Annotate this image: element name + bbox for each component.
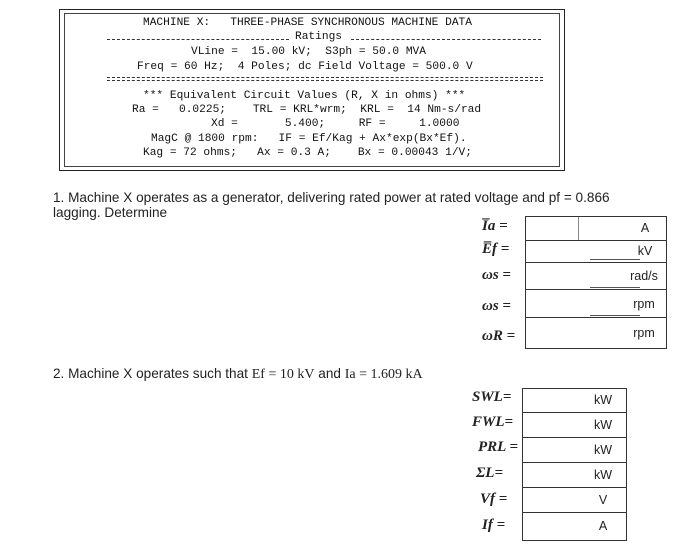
question-2-and: and	[314, 366, 345, 381]
ef-label: E̅f =	[482, 241, 510, 257]
equiv-line-3: MagC @ 1800 rpm: IF = Ef/Kag + Ax*exp(Bx*Ef).	[151, 133, 467, 145]
machine-title: MACHINE X: THREE-PHASE SYNCHRONOUS MACHINE DATA	[143, 17, 472, 29]
if-unit: A	[598, 519, 608, 533]
vf-label: Vf =	[480, 491, 508, 507]
ws-rad-label: ωs =	[482, 267, 511, 283]
ratings-dash-left	[107, 39, 289, 40]
question-2-cond-ia: Ia = 1.609 kA	[344, 367, 423, 382]
sum-loss-answer-box[interactable]	[522, 462, 627, 489]
machine-data-box	[59, 9, 565, 171]
ratings-header: Ratings	[295, 31, 342, 43]
ia-label: I̅a =	[482, 218, 508, 234]
vf-unit: V	[598, 493, 608, 507]
equiv-line-2: Xd = 5.400; RF = 1.0000	[211, 118, 460, 130]
prl-unit: kW	[593, 443, 613, 457]
equiv-line-1: Ra = 0.0225; TRL = KRL*wrm; KRL = 14 Nm-s/rad	[132, 104, 482, 116]
ef-underline	[590, 259, 640, 260]
question-2-cond-ef: Ef = 10 kV	[251, 367, 315, 382]
ws-rad-underline	[590, 287, 640, 288]
vf-answer-box[interactable]	[522, 487, 627, 514]
equiv-line-4: Kag = 72 ohms; Ax = 0.3 A; Bx = 0.00043 1/V;	[143, 147, 472, 159]
swl-answer-box[interactable]	[522, 388, 627, 414]
prl-answer-box[interactable]	[522, 437, 627, 464]
if-label: If =	[482, 517, 506, 533]
ws-rad-unit: rad/s	[630, 269, 658, 283]
ef-answer-box[interactable]	[525, 240, 667, 264]
ws-rpm-underline	[590, 315, 640, 316]
ia-unit: A	[640, 221, 650, 235]
ws-rpm-label: ωs =	[482, 298, 511, 314]
wr-unit: rpm	[633, 326, 655, 340]
ws-rad-answer-box[interactable]	[525, 262, 667, 290]
question-1-line-1: 1. Machine X operates as a generator, delivering rated power at rated voltage and pf = 0.866	[53, 190, 610, 205]
wr-label: ωR =	[482, 328, 516, 344]
sum-loss-unit: kW	[593, 468, 613, 482]
ws-rpm-unit: rpm	[633, 297, 655, 311]
swl-label: SWL=	[472, 389, 512, 405]
ratings-line-1: VLine = 15.00 kV; S3ph = 50.0 MVA	[191, 46, 426, 58]
wr-answer-box[interactable]	[525, 317, 667, 349]
section-separator	[107, 77, 543, 81]
ratings-dash-right	[351, 39, 541, 40]
if-answer-box[interactable]	[522, 512, 627, 541]
ia-answer-box[interactable]	[525, 216, 667, 243]
question-2-prefix: 2. Machine X operates such that	[53, 366, 252, 381]
ia-divider	[578, 217, 579, 242]
fwl-unit: kW	[593, 418, 613, 432]
ratings-line-2: Freq = 60 Hz; 4 Poles; dc Field Voltage = 500.0 V	[137, 61, 473, 73]
prl-label: PRL =	[478, 439, 519, 455]
question-1-line-2: lagging. Determine	[53, 205, 168, 220]
fwl-label: FWL=	[472, 414, 514, 430]
sum-loss-label: ΣL=	[476, 465, 503, 481]
equiv-header: *** Equivalent Circuit Values (R, X in ohms) ***	[143, 90, 466, 102]
fwl-answer-box[interactable]	[522, 412, 627, 439]
swl-unit: kW	[593, 393, 613, 407]
ef-unit: kV	[637, 244, 653, 258]
ws-rpm-answer-box[interactable]	[525, 289, 667, 318]
question-2-text	[53, 366, 423, 383]
